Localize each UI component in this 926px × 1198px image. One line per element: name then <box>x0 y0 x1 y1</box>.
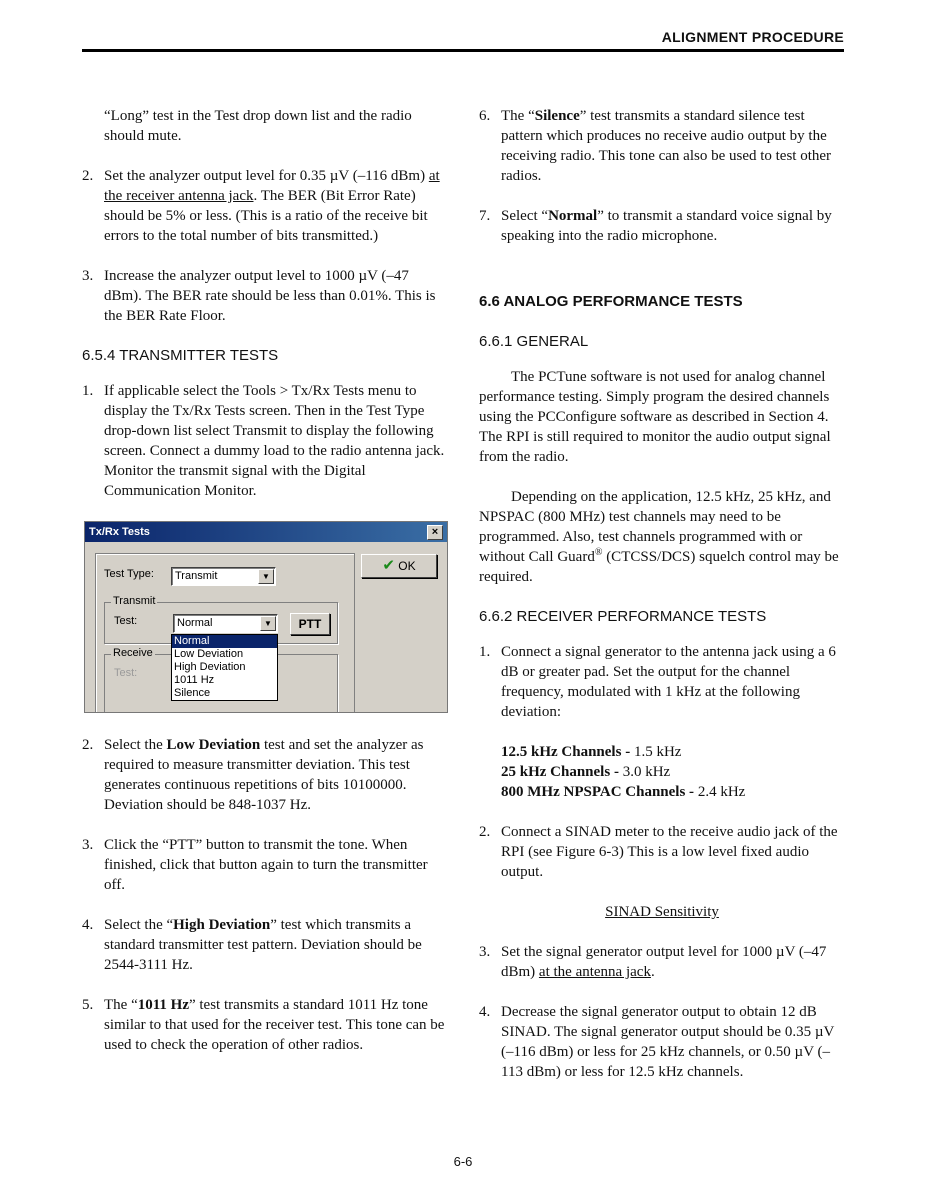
test-dropdown-list[interactable] <box>171 634 278 701</box>
registered-mark: ® <box>594 547 603 558</box>
txrx-tests-dialog <box>84 521 448 713</box>
ptt-button[interactable]: PTT <box>290 613 330 635</box>
item-text: If applicable select the Tools > Tx/Rx Tests menu to display the Tx/Rx Tests screen. Then in the Test Type drop-down list select Transmit to display the following screen. Connect a dummy load to the radio antenna jack. Monitor the transmit signal with the Digital Communication Monitor. <box>104 383 445 499</box>
item-text: . <box>650 964 655 980</box>
item-text: . The BER (Bit Error Rate) should be 5% or less. (This is a ratio of the receive bit errors to the total number of bits transmitted.) <box>104 188 428 244</box>
item-number: 1. <box>479 644 491 660</box>
paragraph: The PCTune software is not used for analog channel performance testing. Simply program the desired channels using the PCConfigure software as described in Section 4. The RPI is still required to monitor the audio output signal from the radio. <box>479 369 831 465</box>
item-text: ” test transmits a standard silence test pattern which produces no receive audio output by the receiving radio. This tone can also be used to test other radios. <box>501 108 832 184</box>
item-number: 3. <box>479 944 491 960</box>
item-text: Select the <box>104 737 167 753</box>
item-text: Increase the analyzer output level to 1000 µV (–47 dBm). The BER rate should be less than 0.01%. This is the BER Rate Floor. <box>104 268 436 324</box>
item-number: 4. <box>479 1004 491 1020</box>
channel-value: 2.4 kHz <box>694 784 746 800</box>
list-item <box>82 166 448 246</box>
underlined-text: at the receiver antenna jack <box>104 168 440 204</box>
channel-name: 800 MHz NPSPAC Channels - <box>501 784 695 800</box>
item-text: test and set the analyzer as required to measure transmitter deviation. This test generates continuous repetitions of bits 10100000. Deviation should be 848-1037 Hz. <box>104 737 424 813</box>
test-select[interactable] <box>173 614 278 633</box>
bold-text: Low Deviation <box>166 737 261 753</box>
list-item <box>479 106 845 186</box>
list-item <box>82 915 448 975</box>
channel-line <box>501 782 845 802</box>
chevron-down-icon[interactable]: ▼ <box>258 569 274 584</box>
item-text: ” to transmit a standard voice signal by speaking into the radio microphone. <box>501 208 832 244</box>
channel-deviation-list <box>479 742 845 802</box>
item-number: 6. <box>479 108 491 124</box>
dropdown-option-high-deviation[interactable]: High Deviation <box>174 661 246 673</box>
ok-button[interactable] <box>361 554 437 578</box>
dialog-title: Tx/Rx Tests <box>85 522 447 542</box>
item-number: 7. <box>479 208 491 224</box>
transmit-group-label: Transmit <box>113 595 156 607</box>
item-text: Select the “ <box>104 917 174 933</box>
ok-label: OK <box>398 559 416 573</box>
item-text: Decrease the signal generator output to obtain 12 dB SINAD. The signal generator output should be 0.35 µV (–116 dBm) or less for 25 kHz channels, or 0.50 µV (–113 dBm) or less for 12.5 kHz channels. <box>501 1004 835 1080</box>
item-number: 4. <box>82 917 94 933</box>
section-heading-662: 6.6.2 RECEIVER PERFORMANCE TESTS <box>479 608 767 625</box>
bold-text: Normal <box>548 208 598 224</box>
section-heading-654: 6.5.4 TRANSMITTER TESTS <box>82 347 279 364</box>
item-number: 1. <box>82 383 94 399</box>
list-item <box>479 642 845 722</box>
dropdown-option-normal[interactable]: Normal <box>172 635 277 648</box>
test-type-select[interactable] <box>171 567 276 586</box>
test-value: Normal <box>177 617 213 629</box>
right-column <box>479 106 845 1102</box>
sinad-title <box>479 902 845 922</box>
test-label: Test: <box>114 615 138 627</box>
test-type-label: Test Type: <box>104 568 154 580</box>
channel-line <box>501 762 845 782</box>
list-item <box>479 942 845 982</box>
close-icon[interactable]: × <box>427 525 443 540</box>
chevron-down-icon[interactable]: ▼ <box>260 616 276 631</box>
item-text: Select “ <box>501 208 549 224</box>
list-item <box>82 266 448 326</box>
channel-name: 12.5 kHz Channels - <box>501 744 631 760</box>
dropdown-option-1011hz[interactable]: 1011 Hz <box>174 674 215 686</box>
list-item <box>82 735 448 815</box>
sinad-title-text: SINAD Sensitivity <box>605 904 719 920</box>
continued-paragraph: “Long” test in the Test drop down list and the radio should mute. <box>104 108 412 144</box>
bold-text: High Deviation <box>173 917 271 933</box>
receive-test-label: Test: <box>114 667 138 679</box>
channel-value: 1.5 kHz <box>630 744 682 760</box>
item-number: 3. <box>82 268 94 284</box>
test-type-value: Transmit <box>175 570 218 582</box>
list-item <box>479 1002 845 1082</box>
item-number: 2. <box>82 168 94 184</box>
page-number: 6-6 <box>453 1154 473 1169</box>
item-text: The “ <box>104 997 138 1013</box>
item-text: ” test transmits a standard 1011 Hz tone similar to that used for the receiver test. This tone can be used to check the operation of other radios. <box>104 997 445 1053</box>
list-item <box>82 835 448 895</box>
item-text: Click the “PTT” button to transmit the tone. When finished, click that button again to turn the transmitter off. <box>104 837 428 893</box>
bold-text: 1011 Hz <box>137 997 189 1013</box>
underlined-text: at the antenna jack <box>538 964 651 980</box>
header-rule <box>82 49 844 52</box>
section-heading-661: 6.6.1 GENERAL <box>479 333 589 350</box>
list-item <box>479 206 845 246</box>
bold-text: Silence <box>534 108 580 124</box>
dropdown-option-silence[interactable]: Silence <box>174 687 211 699</box>
channel-value: 3.0 kHz <box>618 764 671 780</box>
header-title: ALIGNMENT PROCEDURE <box>661 29 844 45</box>
paragraph-text: Depending on the application, 12.5 kHz, 25 kHz, and NPSPAC (800 MHz) test channels may need to be programmed. Also, test channels programmed with or without Call Guard <box>479 489 831 565</box>
item-number: 3. <box>82 837 94 853</box>
item-text: Connect a SINAD meter to the receive audio jack of the RPI (see Figure 6-3) This is a low level fixed audio output. <box>501 824 838 880</box>
receive-group-label: Receive <box>113 647 153 659</box>
left-column <box>82 106 448 1075</box>
dropdown-option-low-deviation[interactable]: Low Deviation <box>174 648 244 660</box>
item-text: Set the signal generator output level for 1000 µV (–47 dBm) <box>501 944 827 980</box>
list-item <box>82 995 448 1055</box>
item-number: 5. <box>82 997 94 1013</box>
paragraph <box>479 487 845 587</box>
item-text: ” test which transmits a standard transmitter test pattern. Deviation should be 2544-3111 Hz. <box>104 917 422 973</box>
item-text: The “ <box>501 108 535 124</box>
item-text: Connect a signal generator to the antenna jack using a 6 dB or greater pad. Set the output for the channel frequency, modulated with 1 kHz at the following deviation: <box>501 644 836 720</box>
item-number: 2. <box>82 737 94 753</box>
section-heading-66: 6.6 ANALOG PERFORMANCE TESTS <box>479 293 743 310</box>
item-text: Set the analyzer output level for 0.35 µV (–116 dBm) <box>104 168 429 184</box>
channel-name: 25 kHz Channels - <box>501 764 619 780</box>
list-item <box>82 381 448 501</box>
checkmark-icon: ✔ <box>382 557 395 574</box>
channel-line <box>501 742 845 762</box>
list-item <box>479 822 845 882</box>
item-number: 2. <box>479 824 491 840</box>
paragraph-text: (CTCSS/DCS) squelch control may be required. <box>479 549 839 585</box>
